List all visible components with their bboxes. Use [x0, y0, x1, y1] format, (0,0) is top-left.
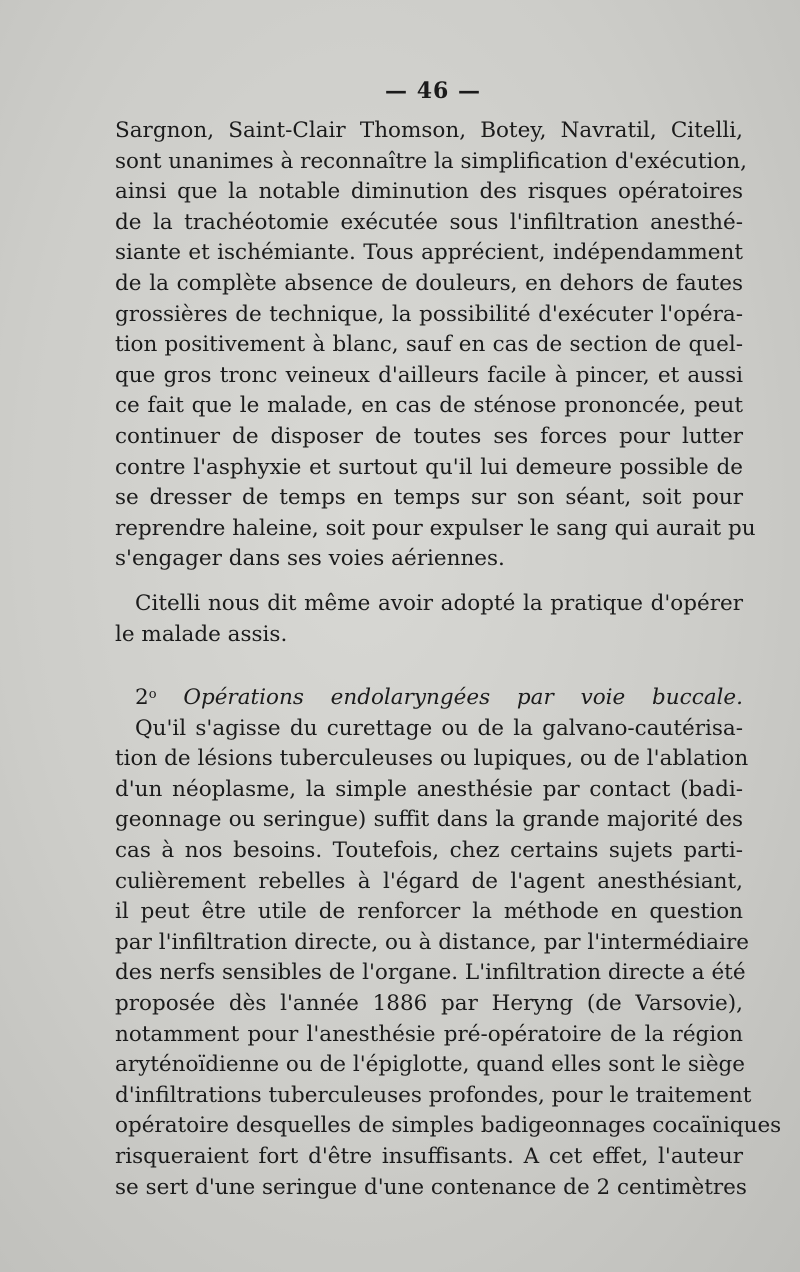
text-line: tion de lésions tuberculeuses ou lupiques, ou de l'ablation: [115, 746, 749, 772]
text-line: geonnage ou seringue) suffit dans la grande majorité des: [115, 807, 743, 833]
section-number: 2$^o$: [135, 685, 157, 710]
text-line: siante et ischémiante. Tous apprécient, indépendamment: [115, 240, 743, 266]
section-title: Opérations endolaryngées par voie buccale.: [183, 685, 743, 710]
text-line: d'un néoplasme, la simple anesthésie par contact (badi-: [115, 776, 743, 802]
text-line: sont unanimes à reconnaître la simplification d'exécution,: [115, 148, 747, 174]
text-line: contre l'asphyxie et surtout qu'il lui demeure possible de: [115, 454, 743, 480]
text-line: Qu'il s'agisse du curettage ou de la galvano-cautérisa-: [135, 715, 743, 741]
paragraph-2: [115, 589, 743, 650]
section-heading: [115, 680, 743, 714]
text-line: s'engager dans ses voies aériennes.: [115, 546, 505, 572]
text-line: ce fait que le malade, en cas de sténose prononcée, peut: [115, 393, 743, 419]
text-line: aryténoïdienne ou de l'épiglotte, quand elles sont le siège: [115, 1052, 746, 1078]
text-line: Sargnon, Saint-Clair Thomson, Botey, Navratil, Citelli,: [115, 118, 743, 143]
text-line: des nerfs sensibles de l'organe. L'infiltration directe a été: [115, 960, 746, 986]
text-line: d'infiltrations tuberculeuses profondes, pour le traitement: [115, 1082, 752, 1108]
page-number: — 46 —: [385, 78, 481, 104]
text-line: culièrement rebelles à l'égard de l'agent anesthésiant,: [115, 868, 743, 894]
text-line: risqueraient fort d'être insuffisants. A cet effet, l'auteur: [115, 1143, 743, 1169]
text-line: notamment pour l'anesthésie pré-opératoire de la région: [115, 1021, 743, 1047]
text-line: opératoire desquelles de simples badigeonnages cocaïniques: [115, 1113, 782, 1139]
text-line: par l'infiltration directe, ou à distance, par l'intermédiaire: [115, 929, 749, 955]
text-line: proposée dès l'année 1886 par Heryng (de Varsovie),: [115, 990, 743, 1016]
text-line: continuer de disposer de toutes ses forces pour lutter: [115, 423, 743, 449]
text-line: se dresser de temps en temps sur son séant, soit pour: [115, 485, 743, 511]
paragraph-1: [115, 116, 756, 575]
text-line: cas à nos besoins. Toutefois, chez certains sujets parti-: [115, 837, 743, 863]
text-line: ainsi que la notable diminution des risques opératoires: [115, 179, 743, 205]
text-line: de la trachéotomie exécutée sous l'infiltration anesthé-: [115, 209, 743, 235]
text-line: tion positivement à blanc, sauf en cas de section de quel-: [115, 332, 743, 358]
text-line: de la complète absence de douleurs, en dehors de fautes: [115, 270, 743, 296]
text-line: Citelli nous dit même avoir adopté la pratique d'opérer: [135, 591, 743, 616]
text-line: se sert d'une seringue d'une contenance de 2 centimètres: [115, 1174, 747, 1200]
text-line: grossières de technique, la possibilité d'exécuter l'opéra-: [115, 301, 743, 327]
text-line: que gros tronc veineux d'ailleurs facile à pincer, et aussi: [115, 362, 743, 388]
text-line: il peut être utile de renforcer la méthode en question: [115, 899, 743, 925]
text-line: reprendre haleine, soit pour expulser le sang qui aurait pu: [115, 515, 756, 541]
text-line: le malade assis.: [115, 621, 288, 647]
section-2: [115, 680, 782, 1203]
